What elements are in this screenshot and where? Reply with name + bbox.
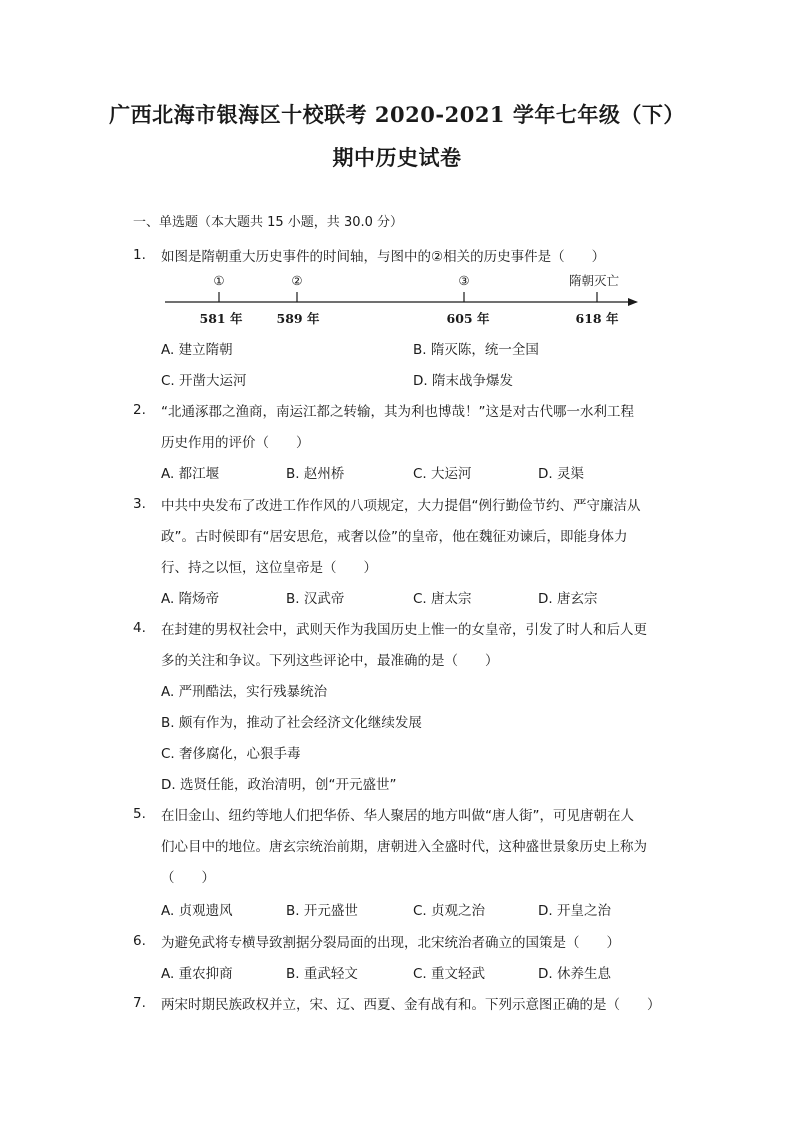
option-c[interactable]: C. 大运河 [413,466,472,482]
question-number: 2. [133,402,146,418]
question-text: 如图是隋朝重大历史事件的时间轴，与图中的②相关的历史事件是（ ） [161,249,606,265]
option-a[interactable]: A. 重农抑商 [161,966,233,982]
option-b[interactable]: B. 隋灭陈，统一全国 [413,342,539,358]
question-text: 政”。古时候即有“居安思危，戒奢以俭”的皇帝，他在魏征劝谏后，即能身体力 [161,529,628,545]
option-a[interactable]: A. 都江堰 [161,466,220,482]
question-text: 历史作用的评价（ ） [161,435,310,451]
question-number: 5. [133,806,146,822]
question-number: 1. [133,247,146,263]
question-text: 为避免武将专横导致割据分裂局面的出现，北宋统治者确立的国策是（ ） [161,935,620,951]
option-b[interactable]: B. 汉武帝 [286,591,345,607]
option-a[interactable]: A. 隋炀帝 [161,591,220,607]
question-text: 两宋时期民族政权并立，宋、辽、西夏、金有战有和。下列示意图正确的是（ ） [161,997,661,1013]
option-b[interactable]: B. 重武轻文 [286,966,358,982]
question-text: （ ） [161,870,215,886]
option-d[interactable]: D. 唐玄宗 [538,591,598,607]
timeline-diagram [160,268,650,330]
timeline-marker-2: ② [291,273,303,288]
option-b[interactable]: B. 颇有作为，推动了社会经济文化继续发展 [161,715,422,731]
question-number: 6. [133,933,146,949]
option-c[interactable]: C. 贞观之治 [413,903,486,919]
option-b[interactable]: B. 赵州桥 [286,466,345,482]
option-d[interactable]: D. 选贤任能，政治清明，创“开元盛世” [161,777,397,793]
exam-title-line-1: 广西北海市银海区十校联考 2020-2021 学年七年级（下） [109,102,685,127]
option-c[interactable]: C. 开凿大运河 [161,373,247,389]
option-d[interactable]: D. 开皇之治 [538,903,611,919]
option-a[interactable]: A. 建立隋朝 [161,342,233,358]
question-number: 7. [133,995,146,1011]
question-text: 中共中央发布了改进工作作风的八项规定，大力提倡“例行勤俭节约、严守廉洁从 [161,498,641,514]
option-a[interactable]: A. 贞观遗风 [161,903,233,919]
option-c[interactable]: C. 重文轻武 [413,966,486,982]
option-c[interactable]: C. 奢侈腐化，心狠手毒 [161,746,301,762]
timeline-year-1: 581 年 [199,311,243,326]
question-text: 在封建的男权社会中，武则天作为我国历史上惟一的女皇帝，引发了时人和后人更 [161,622,647,638]
section-heading: 一、单选题（本大题共 15 小题，共 30.0 分） [133,215,404,230]
timeline-marker-3: ③ [458,273,470,288]
question-text: “北通涿郡之渔商，南运江都之转输，其为利也博哉！”这是对古代哪一水利工程 [161,404,634,420]
question-text: 多的关注和争议。下列这些评论中，最准确的是（ ） [161,653,499,669]
option-a[interactable]: A. 严刑酷法，实行残暴统治 [161,684,328,700]
question-number: 4. [133,620,146,636]
timeline-arrow [628,298,638,306]
option-d[interactable]: D. 休养生息 [538,966,611,982]
option-d[interactable]: D. 灵渠 [538,466,584,482]
option-b[interactable]: B. 开元盛世 [286,903,358,919]
question-text: 行、持之以恒，这位皇帝是（ ） [161,560,377,576]
question-text: 在旧金山、纽约等地人们把华侨、华人聚居的地方叫做“唐人街”，可见唐朝在人 [161,808,634,824]
timeline-year-4: 618 年 [575,311,619,326]
timeline-marker-4: 隋朝灭亡 [568,273,620,288]
timeline-marker-1: ① [213,273,225,288]
question-text: 们心目中的地位。唐玄宗统治前期，唐朝进入全盛时代，这种盛世景象历史上称为 [161,839,647,855]
exam-title-line-2: 期中历史试卷 [332,145,462,170]
question-number: 3. [133,496,146,512]
option-c[interactable]: C. 唐太宗 [413,591,472,607]
option-d[interactable]: D. 隋末战争爆发 [413,373,513,389]
timeline-year-3: 605 年 [446,311,490,326]
timeline-year-2: 589 年 [276,311,320,326]
